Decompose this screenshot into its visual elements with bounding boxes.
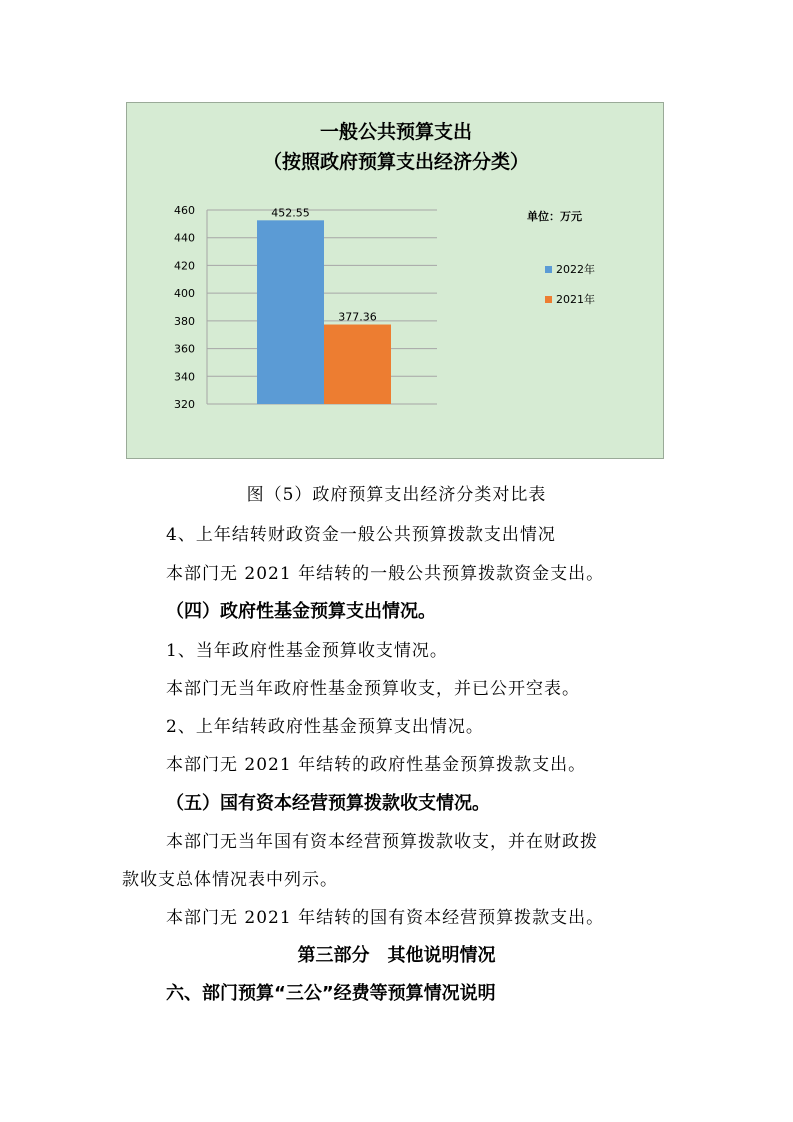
paragraph-line: 1、当年政府性基金预算收支情况。 [166,641,448,661]
paragraph-line: 2、上年结转政府性基金预算支出情况。 [166,717,484,737]
y-tick-label: 420 [174,259,195,273]
legend-label-2022: 2022年 [556,263,595,276]
paragraph-line: 本部门无 2021 年结转的国有资本经营预算拨款支出。 [166,908,605,928]
bar-plot [127,103,665,460]
figure-caption: 图（5）政府预算支出经济分类对比表 [246,485,547,505]
paragraph-line: 4、上年结转财政资金一般公共预算拨款支出情况 [166,525,556,545]
y-tick-label: 320 [174,398,195,411]
legend-swatch-2021 [545,296,552,303]
legend-item-2021 [545,291,595,307]
bar-2022 [257,220,324,404]
chart-area [126,102,664,459]
section-heading: （四）政府性基金预算支出情况。 [166,601,436,622]
unit-label: 单位：万元 [527,210,582,223]
data-label: 452.55 [271,206,310,220]
y-tick-label: 440 [174,231,195,245]
legend-swatch-2022 [545,266,552,273]
chart-title: 一般公共预算支出 [319,121,472,143]
paragraph-line: 本部门无当年国有资本经营预算拨款收支，并在财政拨 [166,832,598,852]
y-tick-label: 380 [174,314,195,328]
y-tick-label: 400 [174,287,195,301]
y-tick-label: 340 [174,370,195,384]
bar-2021 [324,325,391,404]
legend-label-2021: 2021年 [556,293,595,306]
y-tick-label: 460 [174,204,195,217]
part-heading: 第三部分 其他说明情况 [297,945,496,966]
paragraph-line: 款收支总体情况表中列示。 [122,870,338,890]
section-heading: 六、部门预算“三公”经费等预算情况说明 [166,983,496,1004]
data-label: 377.36 [338,310,377,324]
paragraph-line: 本部门无当年政府性基金预算收支，并已公开空表。 [166,679,580,699]
chart-subtitle: （按照政府预算支出经济分类） [262,151,529,173]
paragraph-line: 本部门无 2021 年结转的一般公共预算拨款资金支出。 [166,564,605,584]
paragraph-line: 本部门无 2021 年结转的政府性基金预算拨款支出。 [166,755,587,775]
section-heading: （五）国有资本经营预算拨款收支情况。 [166,793,490,814]
y-tick-label: 360 [174,342,195,356]
legend-item-2022 [545,261,595,277]
